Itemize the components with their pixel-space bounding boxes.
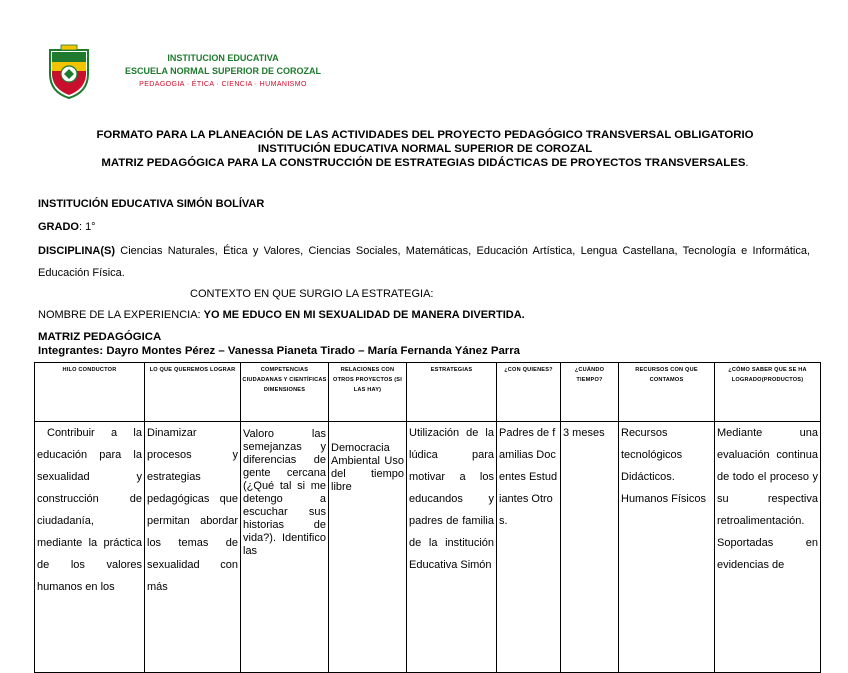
- header-quienes: ¿CON QUIENES?: [497, 363, 561, 422]
- header-lograr: LO QUE QUEREMOS LOGRAR: [145, 363, 241, 422]
- format-title: FORMATO PARA LA PLANEACIÓN DE LAS ACTIVIDADES DEL PROYECTO PEDAGÓGICO TRANSVERSAL OBLIGATORIO: [96, 129, 754, 141]
- pedagogical-matrix-table: [34, 362, 821, 673]
- context-heading: CONTEXTO EN QUE SURGIO LA ESTRATEGIA:: [190, 288, 434, 300]
- experience-line: [38, 309, 525, 322]
- cell-tiempo: 3 meses: [561, 422, 619, 673]
- cell-estrategias: Utilización de la lúdica para motivar a los educandos y padres de familia de la institución Educativa Simón: [407, 422, 497, 673]
- header-estrategias: ESTRATEGIAS: [407, 363, 497, 422]
- matrix-heading: MATRIZ PEDAGÓGICA: [38, 331, 162, 343]
- header-logrado: ¿CÓMO SABER QUE SE HA LOGRADO(PRODUCTOS): [715, 363, 821, 422]
- school-name: INSTITUCIÓN EDUCATIVA SIMÓN BOLÍVAR: [38, 198, 265, 210]
- discipline-value: Ciencias Naturales, Ética y Valores, Ciencias Sociales, Matemáticas, Educación Artística, Lengua Castellana, Tecnología e Informática, Educación Física.: [38, 245, 810, 279]
- document-titles: [20, 128, 830, 170]
- cell-recursos: Recursos tecnológicos Didácticos. Humanos Físicos: [619, 422, 715, 673]
- table-header-row: [35, 363, 821, 422]
- cell-competencias: Valoro las semejanzas y diferencias de gente cercana (¿Qué tal si me detengo a escuchar sus historias de vida?). Identifico las: [241, 422, 329, 673]
- cell-logrado: Mediante una evaluación continua de todo el proceso y su respectiva retroalimentación. Soportadas en evidencias de: [715, 422, 821, 673]
- header-tiempo: ¿CUÁNDO TIEMPO?: [561, 363, 619, 422]
- header-recursos: RECURSOS CON QUE CONTAMOS: [619, 363, 715, 422]
- header-hilo: HILO CONDUCTOR: [35, 363, 145, 422]
- discipline-label: DISCIPLINA(S): [38, 245, 115, 257]
- table-row: [35, 422, 821, 673]
- institution-name-line2: ESCUELA NORMAL SUPERIOR DE COROZAL: [124, 66, 321, 76]
- grade-line: [38, 221, 96, 234]
- institution-logo-block: [46, 44, 366, 106]
- school-crest-icon: [46, 44, 92, 100]
- cell-hilo: Contribuir a la educación para la sexualidad y construcción de ciudadanía, mediante la práctica de los valores humanos en los: [35, 422, 145, 673]
- header-relaciones: RELACIONES CON OTROS PROYECTOS (SI LAS HAY): [329, 363, 407, 422]
- discipline-paragraph: [38, 240, 810, 284]
- members-line: Integrantes: Dayro Montes Pérez – Vanessa Pianeta Tirado – María Fernanda Yánez Parra: [38, 345, 520, 357]
- grade-label: GRADO: [38, 221, 79, 233]
- matrix-main-title: MATRIZ PEDAGÓGICA PARA LA CONSTRUCCIÓN DE ESTRATEGIAS DIDÁCTICAS DE PROYECTOS TRANSVERSALES.: [101, 157, 749, 169]
- grade-value: : 1°: [78, 221, 96, 233]
- experience-value: YO ME EDUCO EN MI SEXUALIDAD DE MANERA DIVERTIDA.: [203, 309, 525, 321]
- header-competencias: COMPETENCIAS CIUDADANAS Y CIENTÍFICAS DIMENSIONES: [241, 363, 329, 422]
- cell-relaciones: Democracia Ambiental Uso del tiempo libre: [329, 422, 407, 673]
- institution-motto: PEDAGOGIA · ÉTICA · CIENCIA · HUMANISMO: [139, 81, 307, 88]
- institution-title: INSTITUCIÓN EDUCATIVA NORMAL SUPERIOR DE COROZAL: [257, 143, 593, 155]
- institution-name-line1: INSTITUCION EDUCATIVA: [167, 53, 279, 63]
- cell-lograr: Dinamizar procesos y estrategias pedagógicas que permitan abordar los temas de sexualidad con más: [145, 422, 241, 673]
- experience-label: NOMBRE DE LA EXPERIENCIA:: [38, 309, 204, 321]
- cell-quienes: Padres de familias Docentes Estudiantes Otros.: [497, 422, 561, 673]
